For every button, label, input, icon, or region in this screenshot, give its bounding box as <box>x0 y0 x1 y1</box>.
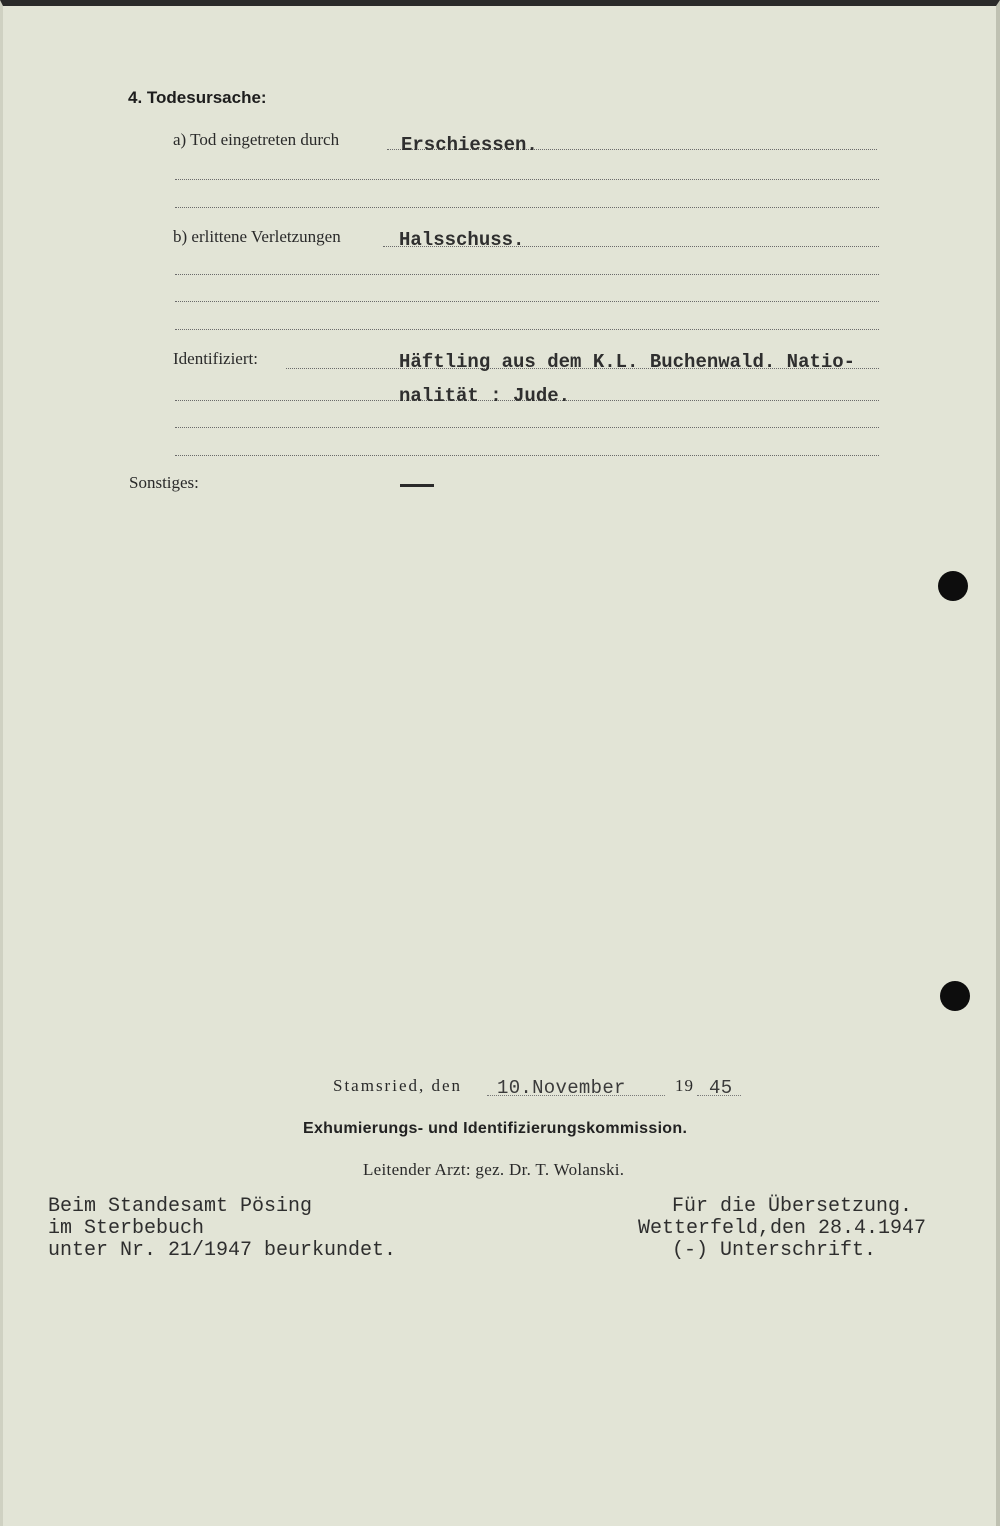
cause-of-death-value: Erschiessen. <box>401 134 538 156</box>
injuries-value: Halsschuss. <box>399 229 525 251</box>
dateline-year: 45 <box>709 1077 733 1099</box>
doctor-signature-line: Leitender Arzt: gez. Dr. T. Wolanski. <box>363 1160 625 1179</box>
identified-value-line2: nalität : Jude. <box>399 385 571 407</box>
blank-line <box>175 179 879 180</box>
translation-note <box>638 1196 926 1262</box>
dateline-century: 19 <box>675 1076 694 1095</box>
commission-title: Exhumierungs- und Identifizierungskommission. <box>303 1120 688 1137</box>
identified-value-line1: Häftling aus dem K.L. Buchenwald. Natio- <box>399 351 856 373</box>
translation-note-line1: Für die Übersetzung. <box>671 1195 912 1218</box>
registry-note-line1: Beim Standesamt Pösing <box>48 1195 313 1218</box>
identified-label: Identifiziert: <box>173 349 258 368</box>
blank-line <box>175 427 879 428</box>
registry-note-line2: im Sterbebuch <box>48 1217 205 1240</box>
blank-line <box>175 329 879 330</box>
registry-note-line3: unter Nr. 21/1947 beurkundet. <box>48 1239 397 1262</box>
misc-dash <box>400 484 434 487</box>
injuries-label: b) erlittene Verletzungen <box>173 227 341 246</box>
dateline-place: Stamsried, den <box>333 1076 463 1095</box>
blank-line <box>175 301 879 302</box>
punch-hole <box>940 981 970 1011</box>
dateline-date: 10.November <box>497 1077 626 1099</box>
cause-of-death-label: a) Tod eingetreten durch <box>173 130 340 149</box>
blank-line <box>175 274 879 275</box>
section-heading: 4. Todesursache: <box>128 88 267 107</box>
blank-line <box>175 207 879 208</box>
misc-label: Sonstiges: <box>129 473 199 492</box>
translation-note-line2: Wetterfeld,den 28.4.1947 <box>637 1217 926 1240</box>
punch-hole <box>938 571 968 601</box>
registry-note <box>48 1196 396 1262</box>
translation-note-line3: (-) Unterschrift. <box>671 1239 876 1262</box>
blank-line <box>175 455 879 456</box>
